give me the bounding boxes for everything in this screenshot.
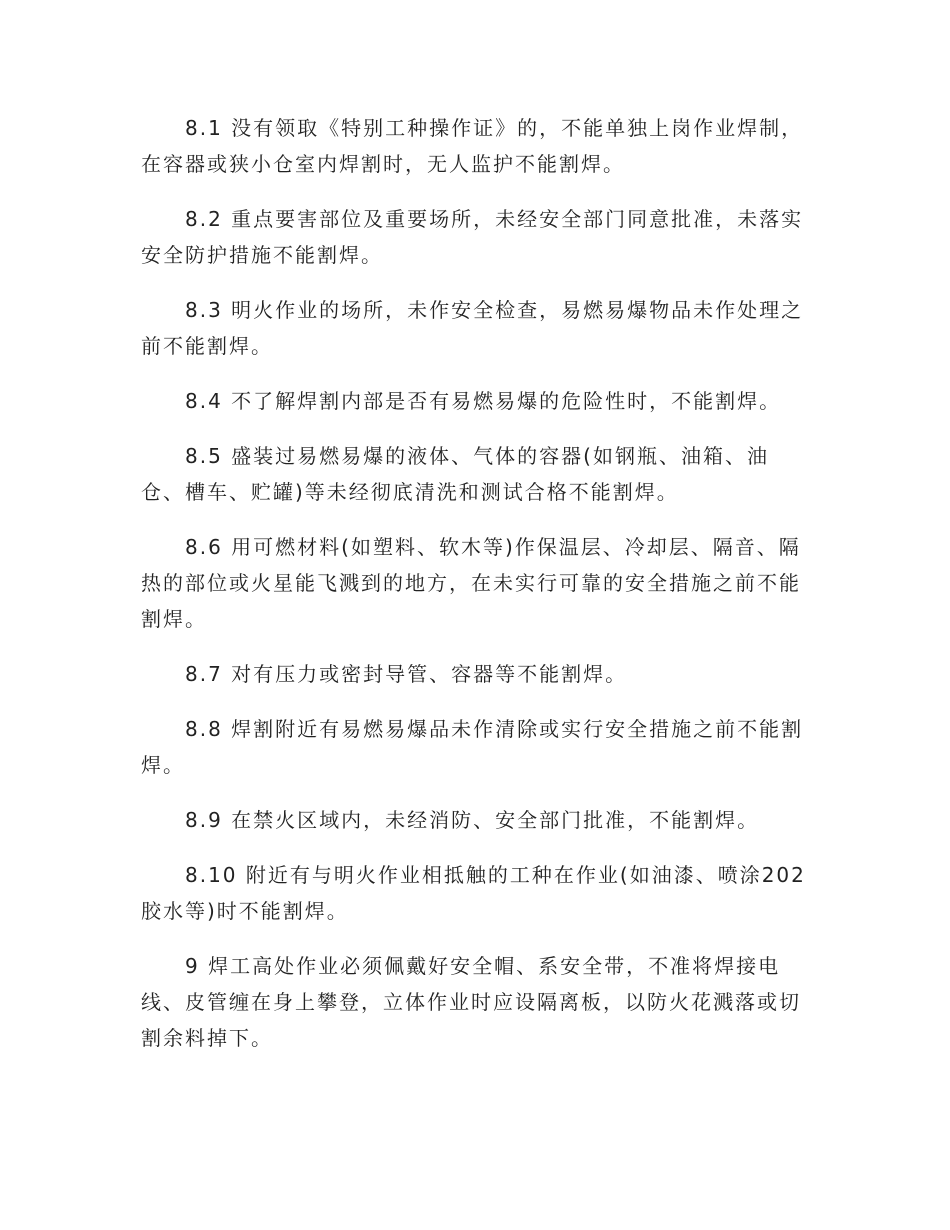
paragraph-8-5: 8.5 盛装过易燃易爆的液体、气体的容器(如钢瓶、油箱、油仓、槽车、贮罐)等未经彻底清洗和测试合格不能割焊。 [141,444,769,504]
paragraph-8-7: 8.7 对有压力或密封导管、容器等不能割焊。 [185,662,628,686]
paragraph-9: 9 焊工高处作业必须佩戴好安全帽、系安全带，不准将焊接电线、皮管缠在身上攀登，立体作业时应设隔离板，以防火花溅落或切割余料掉下。 [141,954,801,1050]
paragraph-8-1: 8.1 没有领取《特别工种操作证》的，不能单独上岗作业焊制，在容器或狭小仓室内焊割时，无人监护不能割焊。 [141,116,804,176]
paragraph-8-6: 8.6 用可燃材料(如塑料、软木等)作保温层、冷却层、隔音、隔热的部位或火星能飞溅到的地方，在未实行可靠的安全措施之前不能割焊。 [141,535,801,631]
paragraph-8-3: 8.3 明火作业的场所，未作安全检查，易燃易爆物品未作处理之前不能割焊。 [141,298,804,358]
document-body [141,110,806,1075]
paragraph-8-10: 8.10 附近有与明火作业相抵触的工种在作业(如油漆、喷涂202胶水等)时不能割焊。 [141,863,806,923]
paragraph-8-8: 8.8 焊割附近有易燃易爆品未作清除或实行安全措施之前不能割焊。 [141,717,804,777]
paragraph-8-4: 8.4 不了解焊割内部是否有易燃易爆的危险性时，不能割焊。 [185,389,782,413]
paragraph-8-9: 8.9 在禁火区域内，未经消防、安全部门批准，不能割焊。 [185,808,760,832]
paragraph-8-2: 8.2 重点要害部位及重要场所，未经安全部门同意批准，未落实安全防护措施不能割焊。 [141,207,804,267]
